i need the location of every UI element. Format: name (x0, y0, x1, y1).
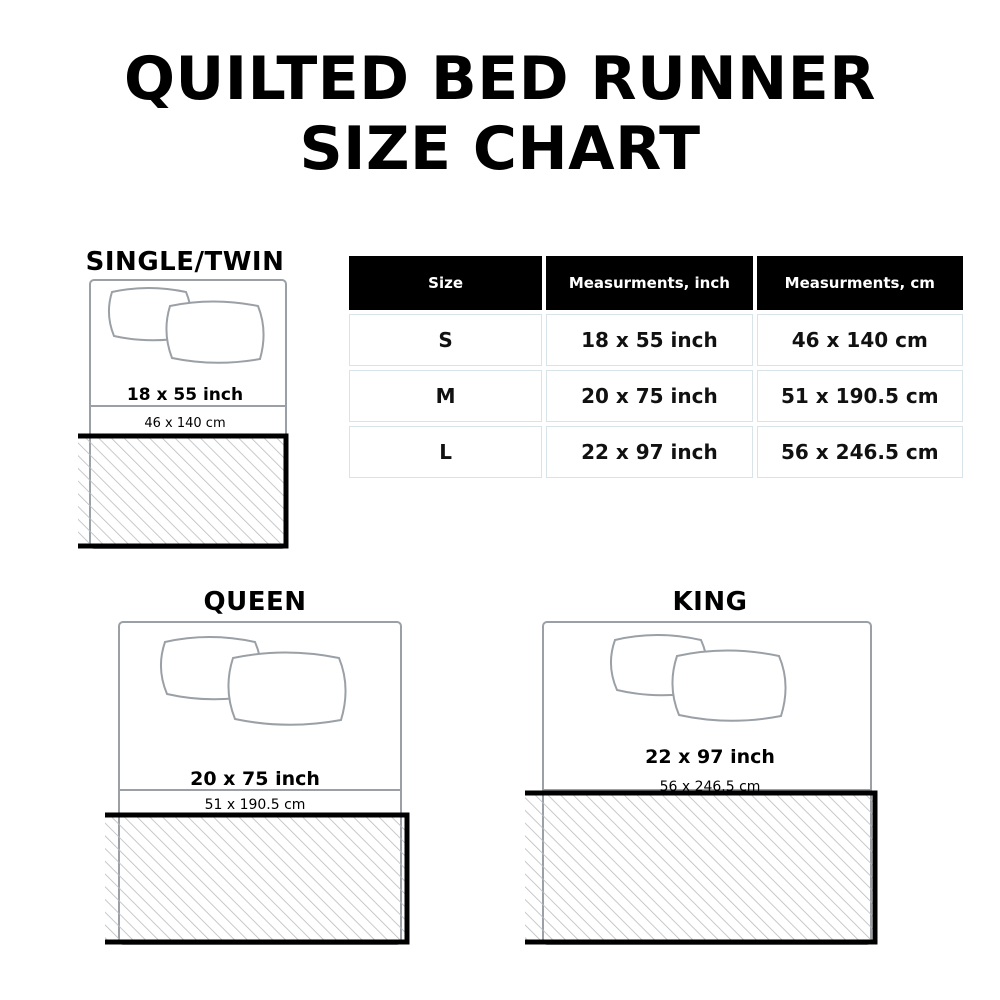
cell-cm-s: 46 x 140 cm (757, 314, 963, 366)
title-line-2: SIZE CHART (299, 114, 701, 184)
cell-size-l: L (349, 426, 542, 478)
heading-single-twin: SINGLE/TWIN (85, 247, 285, 277)
cell-size-m: M (349, 370, 542, 422)
table-row (349, 426, 963, 478)
size-chart-table (345, 252, 967, 482)
cell-cm-l: 56 x 246.5 cm (757, 426, 963, 478)
dimension-king-inch: 22 x 97 inch (645, 746, 775, 768)
heading-queen: QUEEN (203, 587, 307, 617)
dimension-king-cm: 56 x 246.5 cm (659, 779, 761, 795)
table-header-row (349, 256, 963, 310)
table-header-cm: Measurments, cm (757, 256, 963, 310)
dimension-single-inch: 18 x 55 inch (126, 385, 244, 405)
cell-inch-s: 18 x 55 inch (546, 314, 752, 366)
dimension-queen-cm: 51 x 190.5 cm (204, 797, 306, 813)
dimension-single-cm: 46 x 140 cm (144, 416, 226, 431)
dimension-queen-inch: 20 x 75 inch (190, 768, 320, 790)
cell-cm-m: 51 x 190.5 cm (757, 370, 963, 422)
cell-size-s: S (349, 314, 542, 366)
page-title (0, 44, 1000, 184)
table-row (349, 314, 963, 366)
table-header-size: Size (349, 256, 542, 310)
cell-inch-l: 22 x 97 inch (546, 426, 752, 478)
table-row (349, 370, 963, 422)
cell-inch-m: 20 x 75 inch (546, 370, 752, 422)
title-line-1: QUILTED BED RUNNER (124, 44, 876, 114)
heading-king: KING (672, 587, 748, 617)
table-header-inch: Measurments, inch (546, 256, 752, 310)
